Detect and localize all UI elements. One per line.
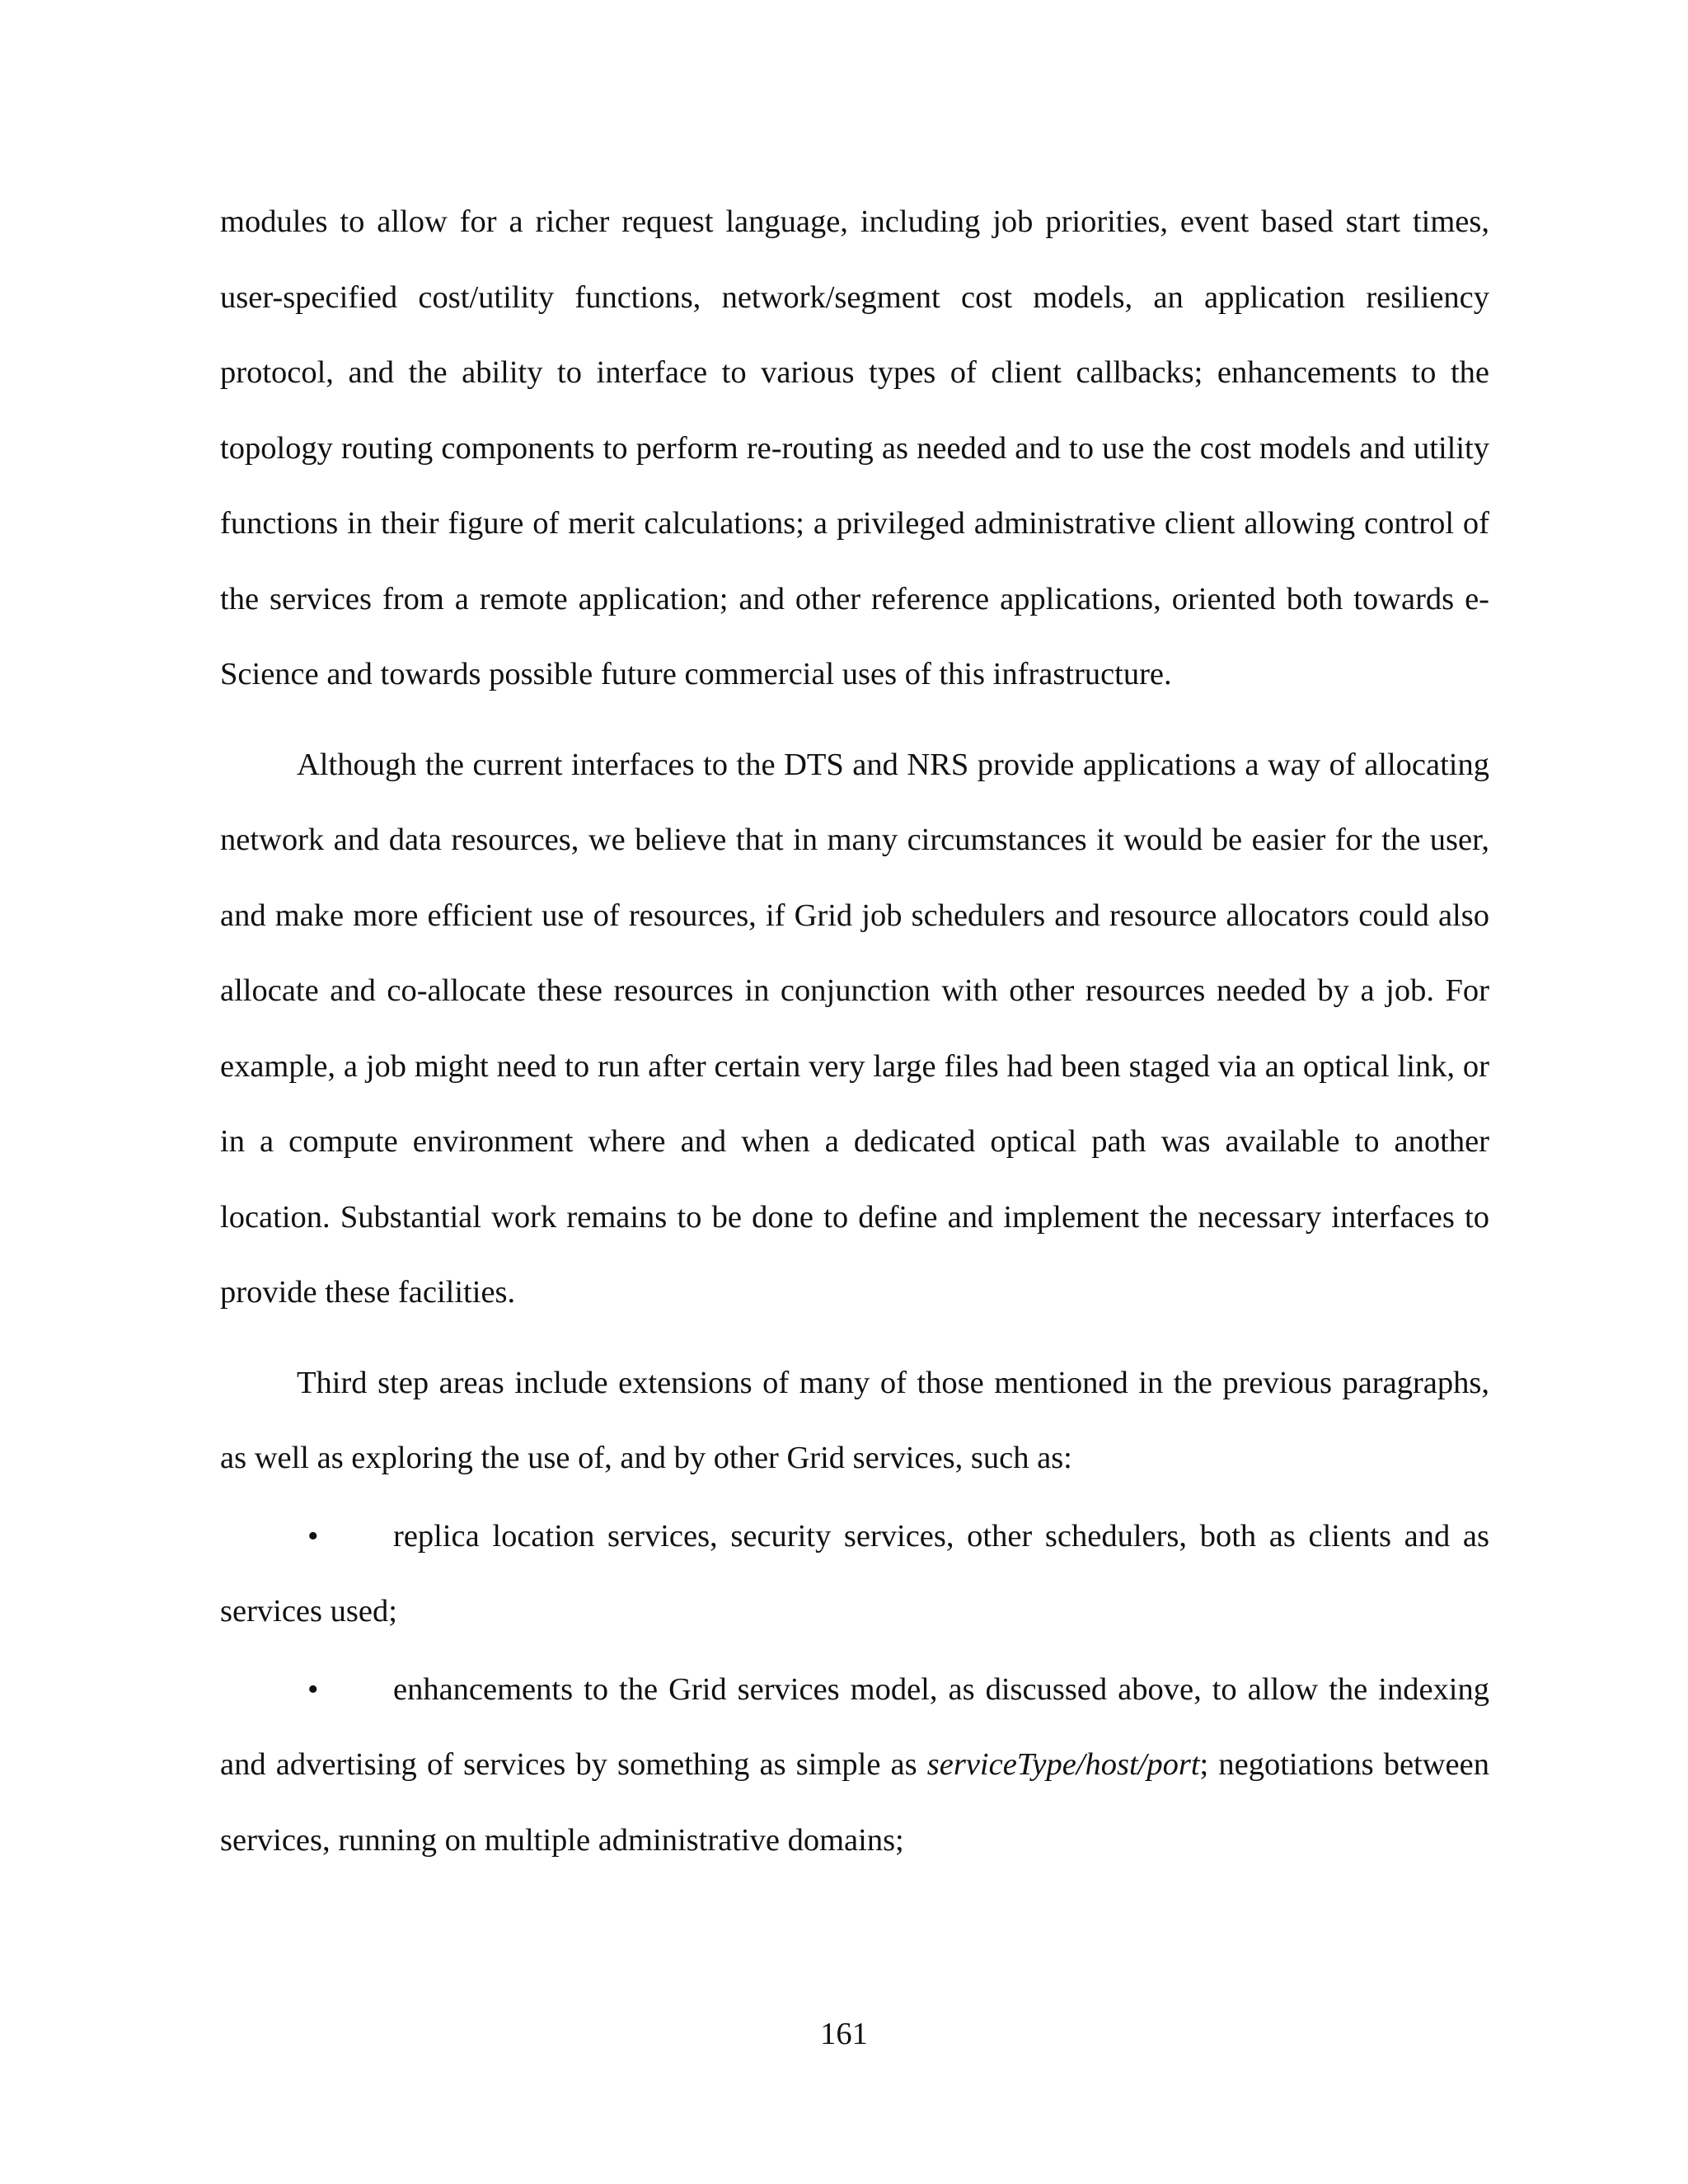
bullet-item — [220, 1499, 1489, 1650]
bullet-text: replica location services, security services, other schedulers, both as clients and as services used; — [220, 1518, 1489, 1629]
paragraph — [220, 728, 1489, 1331]
bullet-text: enhancements to the Grid services model, as discussed above, to allow the indexing and advertising of services by something as simple as — [220, 1671, 1489, 1782]
bullet-text-italic: serviceType/host/port — [926, 1747, 1200, 1782]
bullet-icon: • — [307, 1671, 319, 1707]
paragraph-text: modules to allow for a richer request language, including job priorities, event based start times, user-specified cost/utility functions, network/segment cost models, an application resiliency protocol, and the ability to interface to various types of client callbacks; enhancements to the topology routing components to perform re-routing as needed and to use the cost models and utility functions in their figure of merit calculations; a privileged administrative client allowing control of the services from a remote application; and other reference applications, oriented both towards e-Science and towards possible future commercial uses of this infrastructure. — [220, 204, 1489, 691]
paragraph-text: Third step areas include extensions of many of those mentioned in the previous paragraphs, as well as exploring the use of, and by other Grid services, such as: — [220, 1365, 1489, 1475]
bullet-text: ; negotiations between services, running on multiple administrative domains; — [220, 1747, 1489, 1858]
paragraph-text: Although the current interfaces to the DTS and NRS provide applications a way of allocating network and data resources, we believe that in many circumstances it would be easier for the user, and make more efficient use of resources, if Grid job schedulers and resource allocators could also allocate and co-allocate these resources in conjunction with other resources needed by a job. For example, a job might need to run after certain very large files had been staged via an optical link, or in a compute environment where and when a dedicated optical path was available to another location. Substantial work remains to be done to define and implement the necessary interfaces to provide these facilities. — [220, 747, 1489, 1310]
paragraph — [220, 1346, 1489, 1497]
bullet-item — [220, 1652, 1489, 1879]
paragraph-continued — [220, 185, 1489, 713]
page-number: 161 — [820, 2017, 868, 2051]
body-text — [220, 185, 1489, 1878]
bullet-icon: • — [307, 1518, 319, 1554]
